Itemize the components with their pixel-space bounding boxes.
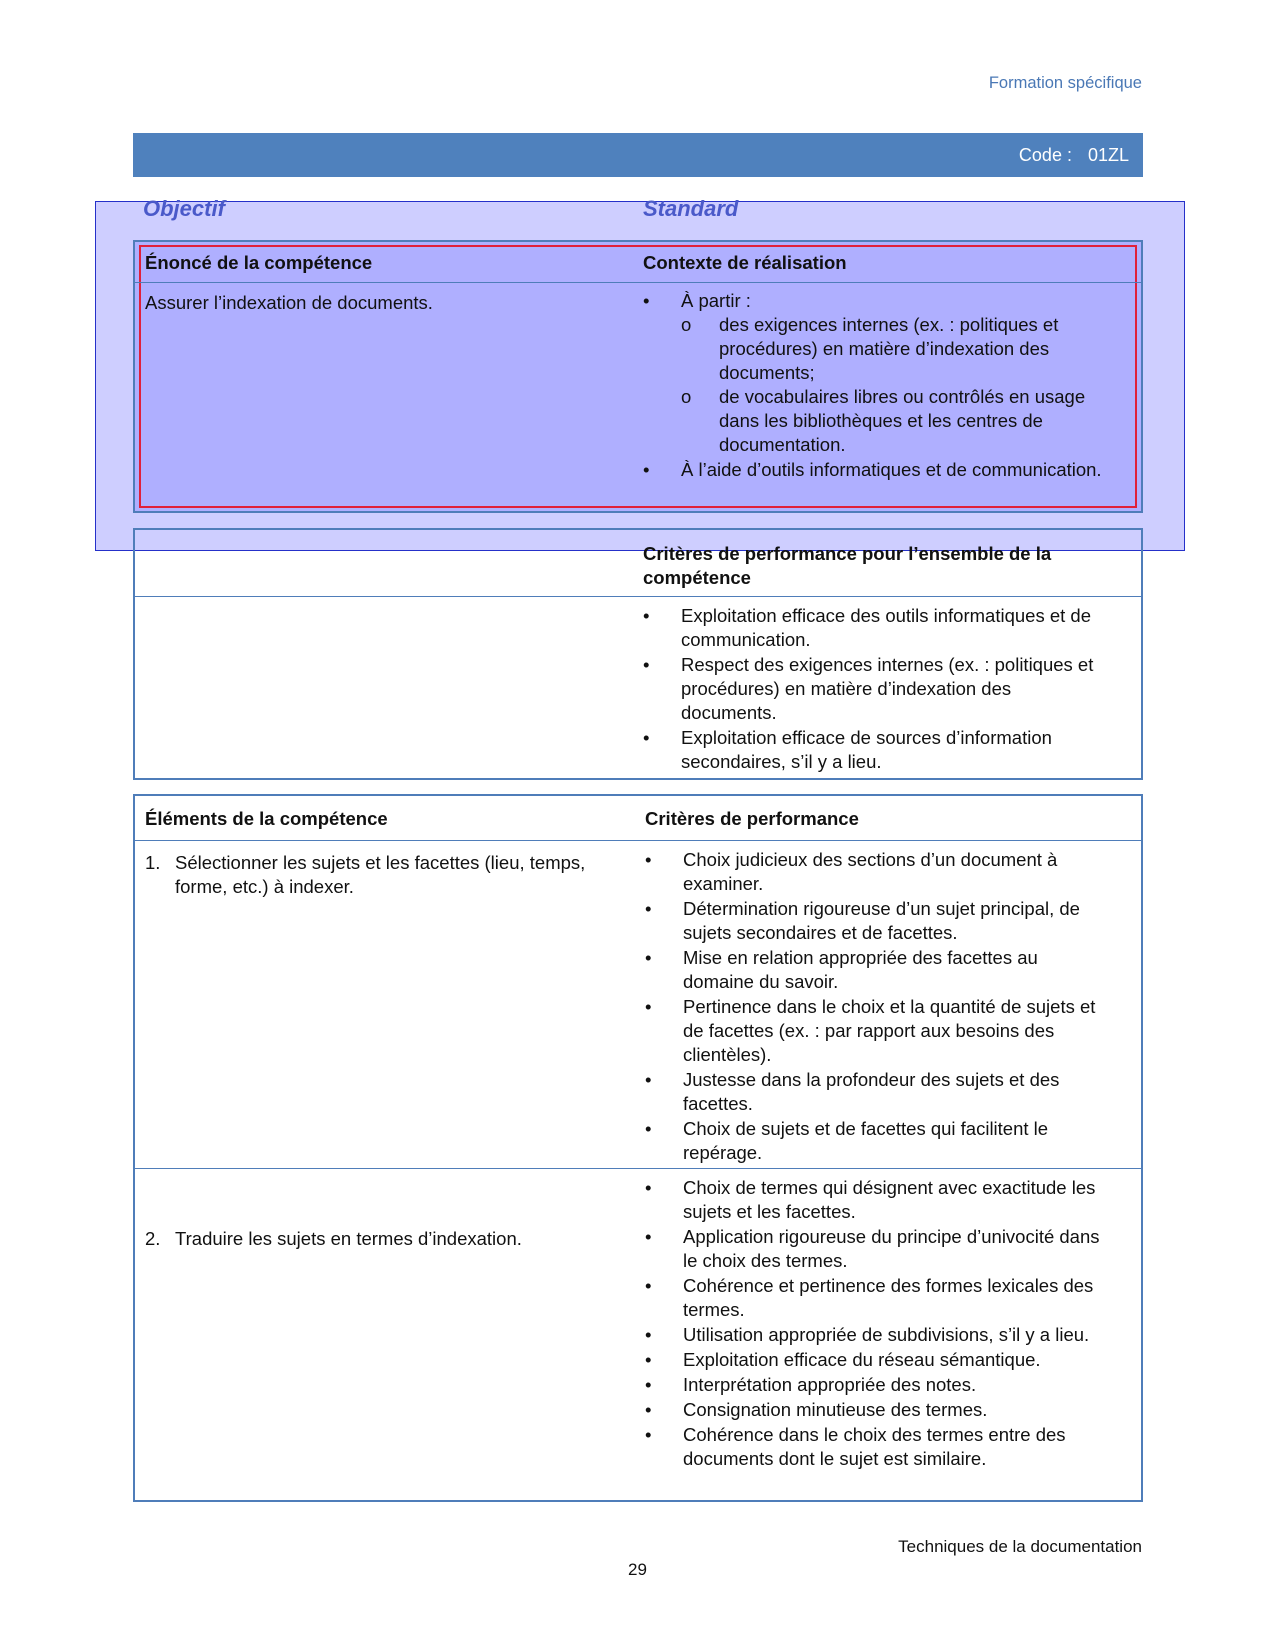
list-item: • Utilisation appropriée de subdivisions, s’il y a lieu. (645, 1323, 1110, 1347)
element-1: 1. Sélectionner les sujets et les facettes (lieu, temps, forme, etc.) à indexer. (145, 852, 586, 897)
list-item: • Mise en relation appropriée des facettes au domaine du savoir. (645, 946, 1110, 994)
list-item: • Pertinence dans le choix et la quantité de sujets et de facettes (ex. : par rapport aux besoins des clientèles). (645, 995, 1110, 1067)
list-item: o des exigences internes (ex. : politiques et procédures) en matière d’indexation des documents; (681, 313, 1113, 385)
elements-header: Éléments de la compétence (145, 808, 388, 829)
enonce-text: Assurer l’indexation de documents. (145, 292, 433, 313)
divider (135, 596, 1141, 597)
divider (135, 840, 1141, 841)
list-item: • Exploitation efficace du réseau sémantique. (645, 1348, 1110, 1372)
list-item: • Application rigoureuse du principe d’univocité dans le choix des termes. (645, 1225, 1110, 1273)
list-item: o de vocabulaires libres ou contrôlés en usage dans les bibliothèques et les centres de documentation. (681, 385, 1113, 457)
list-item: • Choix de termes qui désignent avec exactitude les sujets et les facettes. (645, 1176, 1110, 1224)
list-item: • Cohérence dans le choix des termes entre des documents dont le sujet est similaire. (645, 1423, 1110, 1471)
list-item: • Détermination rigoureuse d’un sujet principal, de sujets secondaires et de facettes. (645, 897, 1110, 945)
element-2-criteria (645, 1176, 1110, 1472)
criteres-ensemble-list (643, 604, 1103, 775)
divider (135, 282, 1141, 283)
criteres-header: Critères de performance (645, 808, 859, 829)
list-item: • À l’aide d’outils informatiques et de communication. (643, 458, 1113, 482)
list-item: • Choix de sujets et de facettes qui facilitent le repérage. (645, 1117, 1110, 1165)
list-item: • Exploitation efficace de sources d’information secondaires, s’il y a lieu. (643, 726, 1103, 774)
section-header: Formation spécifique (988, 74, 1142, 92)
list-item: • Respect des exigences internes (ex. : politiques et procédures) en matière d’indexation des documents. (643, 653, 1103, 725)
enonce-table (133, 240, 1143, 513)
enonce-header: Énoncé de la compétence (145, 252, 373, 273)
code-bar (133, 133, 1143, 177)
footer-program: Techniques de la documentation (898, 1537, 1142, 1556)
criteres-ensemble-header: Critères de performance pour l’ensemble de la compétence (643, 543, 1052, 588)
objectif-title: Objectif (143, 196, 225, 221)
contexte-list (643, 289, 1113, 483)
list-item: • Cohérence et pertinence des formes lexicales des termes. (645, 1274, 1110, 1322)
element-2: 2. Traduire les sujets en termes d’indexation. (145, 1228, 522, 1249)
list-item: • Choix judicieux des sections d’un document à examiner. (645, 848, 1110, 896)
list-item: • Justesse dans la profondeur des sujets et des facettes. (645, 1068, 1110, 1116)
page-number: 29 (628, 1560, 647, 1579)
divider (135, 1168, 1141, 1169)
list-item: • Consignation minutieuse des termes. (645, 1398, 1110, 1422)
list-item: • À partir : o des exigences internes (ex. : politiques et procédures) en matière d’indexation des documents; o de vocabulaires libres ou contrôlés en usage dans les bibliothèques et les centres de documentation. (643, 289, 1113, 457)
element-1-criteria (645, 848, 1110, 1166)
code-label: Code : (1018, 144, 1072, 165)
contexte-header: Contexte de réalisation (643, 252, 847, 273)
standard-title: Standard (643, 196, 739, 221)
list-item: • Exploitation efficace des outils informatiques et de communication. (643, 604, 1103, 652)
elements-table (133, 794, 1143, 1502)
criteres-ensemble-table (133, 528, 1143, 780)
code-value: 01ZL (1087, 144, 1129, 165)
list-item: • Interprétation appropriée des notes. (645, 1373, 1110, 1397)
